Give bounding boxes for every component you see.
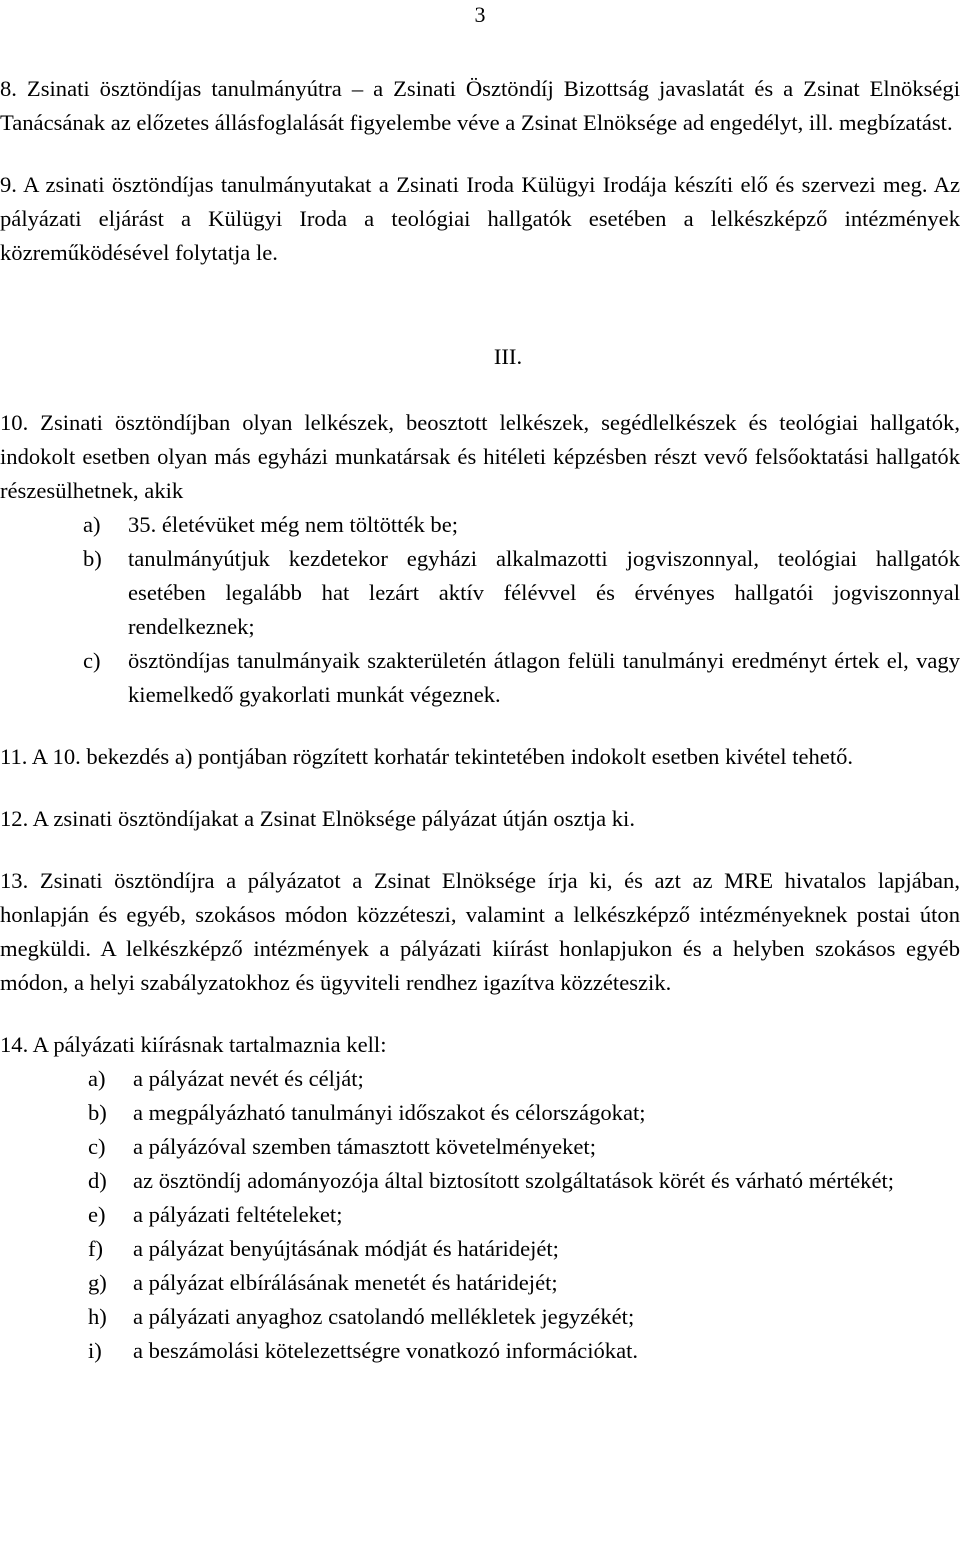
paragraph-12: 12. A zsinati ösztöndíjakat a Zsinat Elnöksége pályázat útján osztja ki. (0, 806, 635, 831)
list-item-text: a pályázóval szemben támasztott követelményeket; (133, 1134, 596, 1159)
paragraph-10: 10. Zsinati ösztöndíjban olyan lelkészek, beosztott lelkészek, segédlelkészek és teológiai hallgatók, indokolt esetben olyan más egyházi munkatársak és hitéleti képzésben részt vevő felsőoktatási hallgatók részesülhetnek, akik (0, 410, 960, 503)
list-item-text: 35. életévüket még nem töltötték be; (128, 512, 459, 537)
list-item-text: tanulmányútjuk kezdetekor egyházi alkalmazotti jogviszonnyal, teológiai hallgatók esetében legalább hat lezárt aktív félévvel és érvényes hallgatói jogviszonnyal rendelkeznek; (128, 546, 960, 639)
list-marker: h) (88, 1304, 107, 1329)
list-item (0, 1096, 960, 1130)
list-item (0, 1334, 960, 1368)
list-marker: d) (88, 1168, 107, 1193)
list-item (0, 1198, 960, 1232)
list-item (0, 644, 960, 712)
list-marker: b) (88, 1100, 107, 1125)
list-marker: i) (88, 1338, 102, 1363)
list-marker: c) (83, 648, 101, 673)
list-item (0, 1130, 960, 1164)
paragraph-14: 14. A pályázati kiírásnak tartalmaznia kell: (0, 1032, 387, 1057)
list-item-text: a pályázat elbírálásának menetét és határidejét; (133, 1270, 558, 1295)
paragraph-11: 11. A 10. bekezdés a) pontjában rögzített korhatár tekintetében indokolt esetben kivétel tehető. (0, 744, 854, 769)
paragraph-9: 9. A zsinati ösztöndíjas tanulmányutakat a Zsinati Iroda Külügyi Irodája készíti elő és szervezi meg. Az pályázati eljárást a Külügyi Iroda a teológiai hallgatók esetében a lelkészképző intézmények közreműködésével folytatja le. (0, 172, 960, 265)
list-item-text: a pályázati feltételeket; (133, 1202, 343, 1227)
list-item-text: ösztöndíjas tanulmányaik szakterületén átlagon felüli tanulmányi eredményt értek el, vagy kiemelkedő gyakorlati munkát végeznek. (128, 648, 960, 707)
section-heading: III. (493, 344, 523, 369)
list-marker: g) (88, 1270, 107, 1295)
list-item (0, 1164, 960, 1198)
page-number: 3 (474, 2, 486, 27)
eligibility-list (0, 508, 960, 712)
announcement-contents-list (0, 1062, 960, 1368)
list-marker: a) (88, 1066, 106, 1091)
list-item-text: a beszámolási kötelezettségre vonatkozó információkat. (133, 1338, 639, 1363)
list-item (0, 1232, 960, 1266)
paragraph-13: 13. Zsinati ösztöndíjra a pályázatot a Zsinat Elnöksége írja ki, és azt az MRE hivatalos lapjában, honlapján és egyéb, szokásos módon közzéteszi, valamint a lelkészképző intézményeknek postai úton megküldi. A lelkészképző intézmények a pályázati kiírást honlapjukon és a helyben szokásos egyéb módon, a helyi szabályzatokhoz és ügyviteli rendhez igazítva közzéteszik. (0, 868, 960, 995)
list-item (0, 1300, 960, 1334)
list-marker: e) (88, 1202, 106, 1227)
list-item-text: a pályázat nevét és célját; (133, 1066, 364, 1091)
list-marker: b) (83, 546, 102, 571)
list-item-text: a pályázati anyaghoz csatolandó mellékletek jegyzékét; (133, 1304, 635, 1329)
list-marker: c) (88, 1134, 106, 1159)
list-item (0, 1266, 960, 1300)
list-item (0, 1062, 960, 1096)
list-item-text: az ösztöndíj adományozója által biztosított szolgáltatások körét és várható mértékét; (133, 1168, 895, 1193)
paragraph-8: 8. Zsinati ösztöndíjas tanulmányútra – a Zsinati Ösztöndíj Bizottság javaslatát és a Zsinat Elnökségi Tanácsának az előzetes állásfoglalását figyelembe véve a Zsinat Elnöksége ad engedélyt, ill. megbízatást. (0, 76, 960, 135)
list-marker: f) (88, 1236, 104, 1261)
list-marker: a) (83, 512, 101, 537)
list-item-text: a pályázat benyújtásának módját és határidejét; (133, 1236, 559, 1261)
list-item (0, 542, 960, 644)
list-item (0, 508, 960, 542)
list-item-text: a megpályázható tanulmányi időszakot és célországokat; (133, 1100, 646, 1125)
document-body (0, 72, 960, 1368)
